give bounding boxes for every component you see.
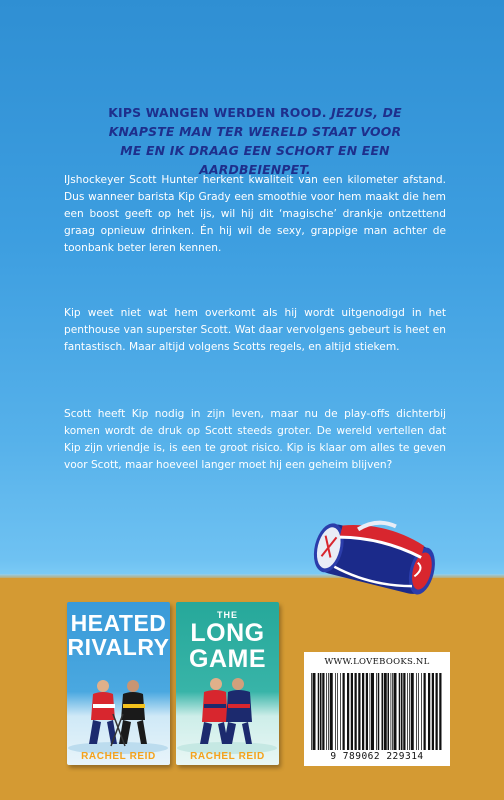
barcode-bar xyxy=(382,673,384,750)
barcode-bar xyxy=(409,673,410,750)
hockey-players-illustration xyxy=(67,664,170,754)
barcode-bar xyxy=(392,673,393,750)
book-cover-heated-rivalry xyxy=(67,602,170,765)
barcode-bar xyxy=(337,673,338,750)
barcode-bar xyxy=(340,673,341,750)
barcode-bar xyxy=(407,673,408,750)
barcode-bar xyxy=(335,673,336,750)
barcode-bar xyxy=(366,673,368,750)
barcode-bar xyxy=(428,673,430,750)
isbn-barcode xyxy=(310,673,444,750)
barcode-bar xyxy=(376,673,377,750)
barcode-bar xyxy=(347,673,349,750)
hockey-players-illustration xyxy=(176,664,279,754)
barcode-bar xyxy=(355,673,357,750)
barcode-bar xyxy=(311,673,312,750)
blurb-paragraph-2: Kip weet niet wat hem overkomt als hij wordt uitgenodigd in het penthouse van superster Scott. Wat daar vervolgens gebeurt is heet en fantastisch. Maar altijd volgens Scotts regels, en altijd stiekem. xyxy=(64,307,446,353)
book-1-title-line-2: RIVALRY xyxy=(67,634,170,660)
barcode-bar xyxy=(416,673,417,750)
barcode-bar xyxy=(432,673,434,750)
book-2-title-line-0: THE xyxy=(217,610,238,620)
barcode-bar xyxy=(388,673,390,750)
hockey-bag-illustration xyxy=(308,517,448,597)
barcode-bar xyxy=(384,673,387,750)
barcode-bar xyxy=(326,673,327,750)
barcode-bar xyxy=(399,673,401,750)
blurb-paragraph-1: IJshockeyer Scott Hunter herkent kwaliteit van een kilometer afstand. Dus wanneer barista Kip Grady een smoothie voor hem maakt die hem een boost geeft op het ijs, wil hij dit ‘magische’ drankje ontzettend graag opnieuw drinken. Én hij wil de sexy, grappige man achter de toonbank beter leren kennen. xyxy=(64,174,446,254)
book-1-title-line-1: HEATED xyxy=(70,610,167,636)
barcode-bar xyxy=(343,673,345,750)
barcode-bar xyxy=(436,673,438,750)
barcode-bar xyxy=(362,673,364,750)
quote-part-2: JEZUS, DE KNAPSTE MAN TER WERELD STAAT VOOR ME EN IK DRAAG EEN SCHORT EN EEN AARDBEIENPET. xyxy=(108,105,402,177)
barcode-bar xyxy=(313,673,316,750)
book-cover-the-long-game xyxy=(176,602,279,765)
barcode-bar xyxy=(401,673,403,750)
barcode-bar xyxy=(439,673,441,750)
barcode-bar xyxy=(418,673,419,750)
barcode-bar xyxy=(320,673,322,750)
blurb-paragraph-3: Scott heeft Kip nodig in zijn leven, maar nu de play-offs dichterbij komen wordt de druk op Scott steeds groter. De wereld vertellen dat Kip zijn vriendje is, is een te groot risico. Kip is klaar om alles te geven voor Scott, maar hoeveel langer moet hij een geheim blijven? xyxy=(64,408,446,471)
barcode-bar xyxy=(330,673,333,750)
barcode-panel xyxy=(304,652,450,766)
barcode-bar xyxy=(391,673,392,750)
book-2-title-line-1: LONG xyxy=(190,619,265,647)
barcode-bar xyxy=(328,673,329,750)
barcode-bar xyxy=(322,673,324,750)
book-2-title-line-2: GAME xyxy=(189,645,266,673)
barcode-bar xyxy=(421,673,422,750)
isbn-number: 9 789062 229314 xyxy=(330,751,424,762)
publisher-url: WWW.LOVEBOOKS.NL xyxy=(324,657,430,667)
barcode-bar xyxy=(318,673,320,750)
cover-quote xyxy=(100,103,410,179)
barcode-bar xyxy=(358,673,360,750)
book-2-author: RACHEL REID xyxy=(190,751,265,762)
barcode-bar xyxy=(370,673,371,750)
barcode-bar xyxy=(378,673,380,750)
barcode-bar xyxy=(424,673,426,750)
barcode-bar xyxy=(394,673,397,750)
barcode-bar xyxy=(351,673,353,750)
barcode-bar xyxy=(403,673,405,750)
barcode-bar xyxy=(411,673,414,750)
barcode-bar xyxy=(371,673,374,750)
book-1-author: RACHEL REID xyxy=(81,751,156,762)
quote-part-1: KIPS WANGEN WERDEN ROOD. xyxy=(108,105,332,120)
